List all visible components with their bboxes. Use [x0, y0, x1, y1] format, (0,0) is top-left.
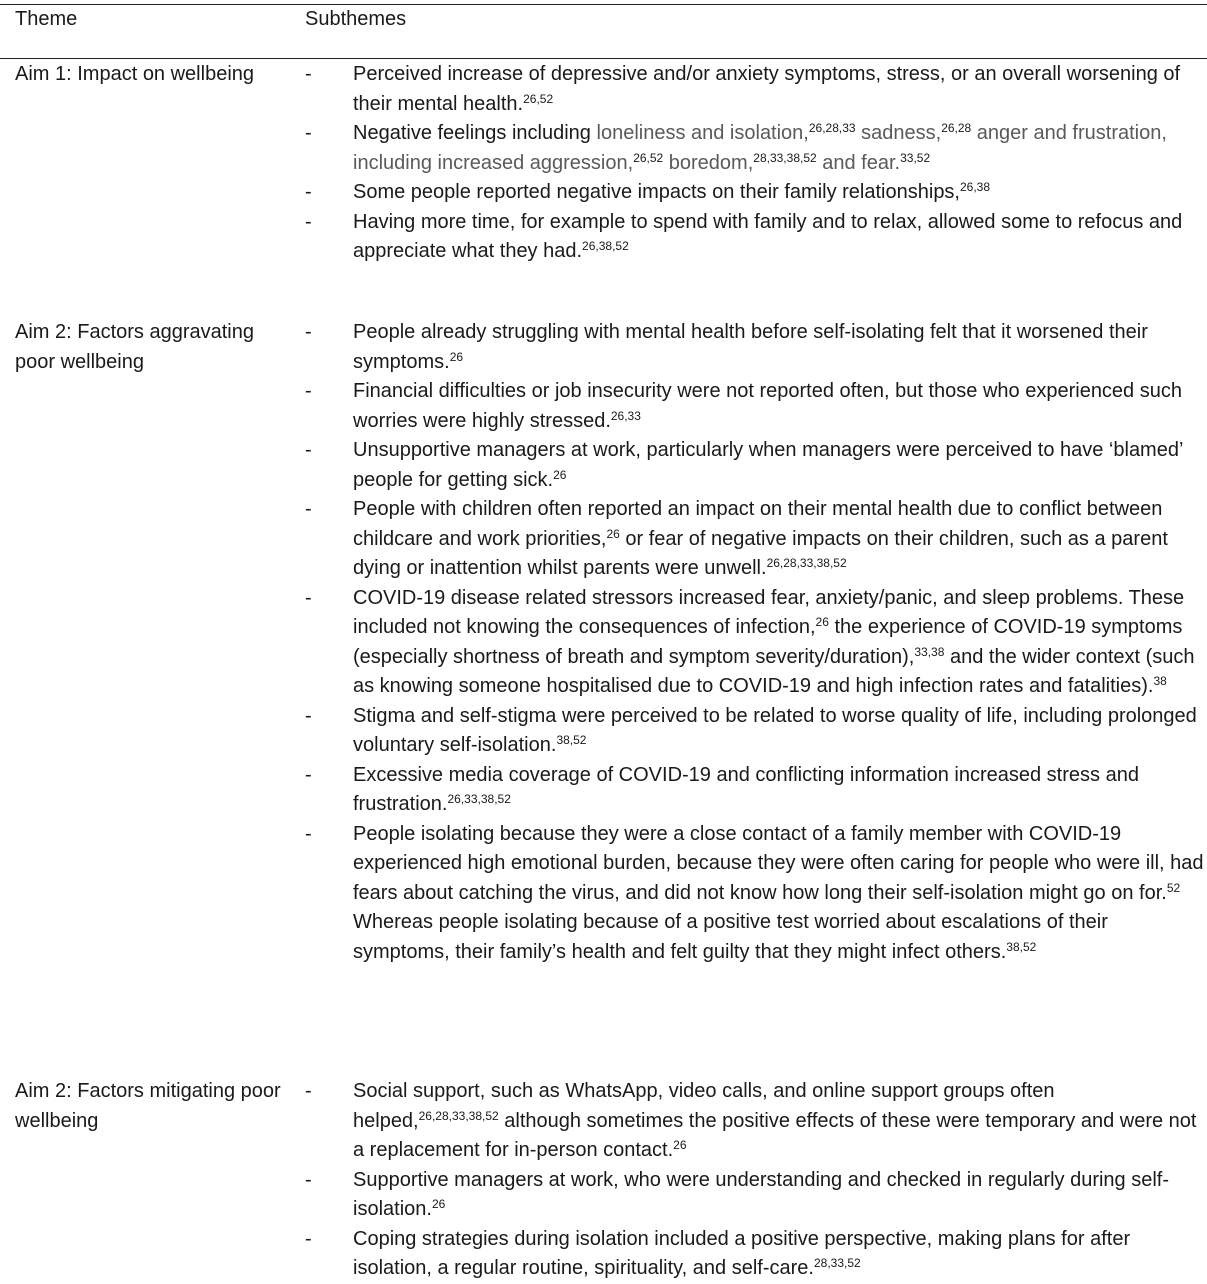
subtheme-text	[353, 1228, 1130, 1280]
subtheme-text	[353, 211, 1182, 263]
subtheme-text	[353, 1169, 1169, 1221]
subtheme-text	[353, 764, 1139, 816]
text-segment: Perceived increase of depressive and/or anxiety symptoms, stress, or an overall worsening of their mental health.	[353, 63, 1181, 115]
citation-reference: 26,28,33,38,52	[418, 1108, 499, 1123]
bullet-dash: -	[305, 439, 312, 461]
citation-reference: 26	[815, 615, 829, 629]
subtheme-item	[305, 178, 1205, 208]
text-segment: Stigma and self-stigma were perceived to be related to worse quality of life, including prolonged voluntary self-isolation.	[353, 704, 1197, 756]
citation-reference: 33,38	[914, 644, 945, 659]
highlighted-text: and fear.	[816, 151, 901, 174]
citation-reference: 52	[1166, 880, 1181, 895]
citation-reference: 26,38	[960, 180, 991, 194]
subtheme-item	[305, 208, 1205, 267]
citation-reference: 33,52	[900, 150, 931, 165]
bullet-dash: -	[305, 63, 312, 85]
subtheme-text	[353, 122, 1167, 174]
subtheme-text	[353, 380, 1182, 432]
bullet-dash: -	[305, 210, 312, 233]
text-segment: Having more time, for example to spend with family and to relax, allowed some to refocus and appreciate what they had.	[353, 210, 1183, 262]
subtheme-text	[353, 63, 1180, 115]
subtheme-item	[305, 702, 1205, 761]
citation-reference: 26,52	[633, 150, 664, 165]
citation-reference: 26,52	[523, 91, 554, 106]
subtheme-text	[353, 321, 1148, 373]
citation-reference: 26	[553, 467, 567, 482]
subtheme-item	[305, 119, 1205, 178]
citation-reference: 26	[673, 1138, 687, 1152]
subtheme-text	[353, 439, 1183, 491]
text-segment: Social support, such as WhatsApp, video calls, and online support groups often helped,	[353, 1080, 1055, 1132]
bullet-dash: -	[305, 1080, 312, 1102]
subtheme-item	[305, 761, 1205, 820]
bullet-dash: -	[305, 1168, 312, 1191]
citation-reference: 26,38,52	[582, 239, 629, 253]
header-divider-rule	[0, 58, 1207, 59]
citation-reference: 26,33,38,52	[447, 792, 511, 806]
text-segment: Excessive media coverage of COVID-19 and conflicting information increased stress and frustration.	[353, 763, 1139, 815]
citation-reference: 26,33	[610, 408, 641, 423]
highlighted-text: sadness,	[855, 122, 942, 144]
citation-reference: 26,28,33,38,52	[766, 556, 847, 570]
text-segment: the experience of COVID-19 symptoms (especially shortness of breath and symptom severity/duration),	[353, 616, 1183, 668]
theme-cell: Aim 2: Factors mitigating poor wellbeing	[15, 1080, 281, 1132]
citation-reference: 38,52	[556, 733, 587, 747]
citation-reference: 26	[449, 349, 464, 364]
bullet-dash: -	[305, 763, 312, 786]
text-segment: COVID-19 disease related stressors increased fear, anxiety/panic, and sleep problems. These included not knowing the consequences of infection,	[353, 586, 1185, 638]
citation-reference: 26	[606, 526, 620, 541]
table-top-rule	[0, 4, 1207, 5]
subtheme-item	[305, 820, 1205, 968]
subtheme-list	[305, 318, 1205, 967]
subtheme-text	[353, 705, 1197, 757]
citation-reference: 28,33,52	[813, 1256, 861, 1270]
theme-cell: Aim 1: Impact on wellbeing	[15, 63, 255, 85]
citation-reference: 26	[431, 1197, 446, 1211]
subthemes-column-header: Subthemes	[305, 8, 407, 30]
highlighted-text: anger and frustration, including increased aggression,	[353, 122, 1167, 174]
citation-reference: 38	[1153, 674, 1167, 688]
subtheme-text	[353, 587, 1195, 698]
bullet-dash: -	[305, 586, 312, 609]
subtheme-item	[305, 377, 1205, 436]
subtheme-item	[305, 436, 1205, 495]
text-segment: People already struggling with mental health before self-isolating felt that it worsened their symptoms.	[353, 321, 1148, 373]
subtheme-item	[305, 1225, 1205, 1284]
bullet-dash: -	[305, 181, 312, 203]
subtheme-item	[305, 1077, 1205, 1166]
bullet-dash: -	[305, 704, 312, 727]
citation-reference: 38,52	[1006, 939, 1037, 954]
subtheme-item	[305, 584, 1205, 702]
text-segment: People with children often reported an impact on their mental health due to conflict between childcare and work priorities,	[353, 498, 1163, 550]
subtheme-list	[305, 1077, 1205, 1284]
text-segment: or fear of negative impacts on their children, such as a parent dying or inattention whilst parents were unwell.	[353, 527, 1168, 579]
citation-reference: 26,28,33	[808, 121, 856, 135]
bullet-dash: -	[305, 122, 312, 144]
text-segment: Coping strategies during isolation included a positive perspective, making plans for after isolation, a regular routine, spirituality, and self-care.	[353, 1227, 1131, 1279]
subtheme-text	[353, 823, 1204, 963]
bullet-dash: -	[305, 321, 312, 343]
theme-column-header: Theme	[15, 8, 78, 30]
text-segment: Financial difficulties or job insecurity were not reported often, but those who experienced such worries were highly stressed.	[353, 380, 1182, 432]
text-segment: Supportive managers at work, who were understanding and checked in regularly during self-isolation.	[353, 1168, 1170, 1220]
text-segment: Negative feelings including	[353, 122, 597, 144]
subtheme-text	[353, 181, 990, 203]
bullet-dash: -	[305, 1227, 312, 1250]
highlighted-text: loneliness and isolation,	[596, 122, 809, 144]
text-segment: Some people reported negative impacts on their family relationships,	[353, 181, 960, 203]
bullet-dash: -	[305, 822, 312, 845]
citation-reference: 28,33,38,52	[753, 150, 817, 165]
subtheme-list	[305, 60, 1205, 267]
subtheme-text	[353, 498, 1168, 579]
subtheme-item	[305, 60, 1205, 119]
bullet-dash: -	[305, 498, 312, 520]
subtheme-item	[305, 495, 1205, 584]
theme-cell: Aim 2: Factors aggravating poor wellbeing	[15, 321, 254, 373]
subtheme-item	[305, 318, 1205, 377]
text-segment: although sometimes the positive effects of these were temporary and were not a replacement for in-person contact.	[353, 1109, 1197, 1161]
text-segment: Whereas people isolating because of a positive test worried about escalations of their symptoms, their family’s health and felt guilty that they might infect others.	[353, 911, 1108, 963]
bullet-dash: -	[305, 380, 312, 402]
subtheme-item	[305, 1166, 1205, 1225]
text-segment: Unsupportive managers at work, particularly when managers were perceived to have ‘blamed’ people for getting sick.	[353, 439, 1183, 491]
citation-reference: 26,28	[941, 121, 972, 135]
text-segment: People isolating because they were a close contact of a family member with COVID-19 experienced high emotional burden, because they were often caring for people who were ill, had fears about catching the virus, and did not know how long their self-isolation might go on for.	[353, 822, 1204, 904]
highlighted-text: boredom,	[663, 151, 754, 174]
subtheme-text	[353, 1080, 1197, 1161]
text-segment: and the wider context (such as knowing someone hospitalised due to COVID-19 and high infection rates and fatalities).	[353, 645, 1195, 697]
